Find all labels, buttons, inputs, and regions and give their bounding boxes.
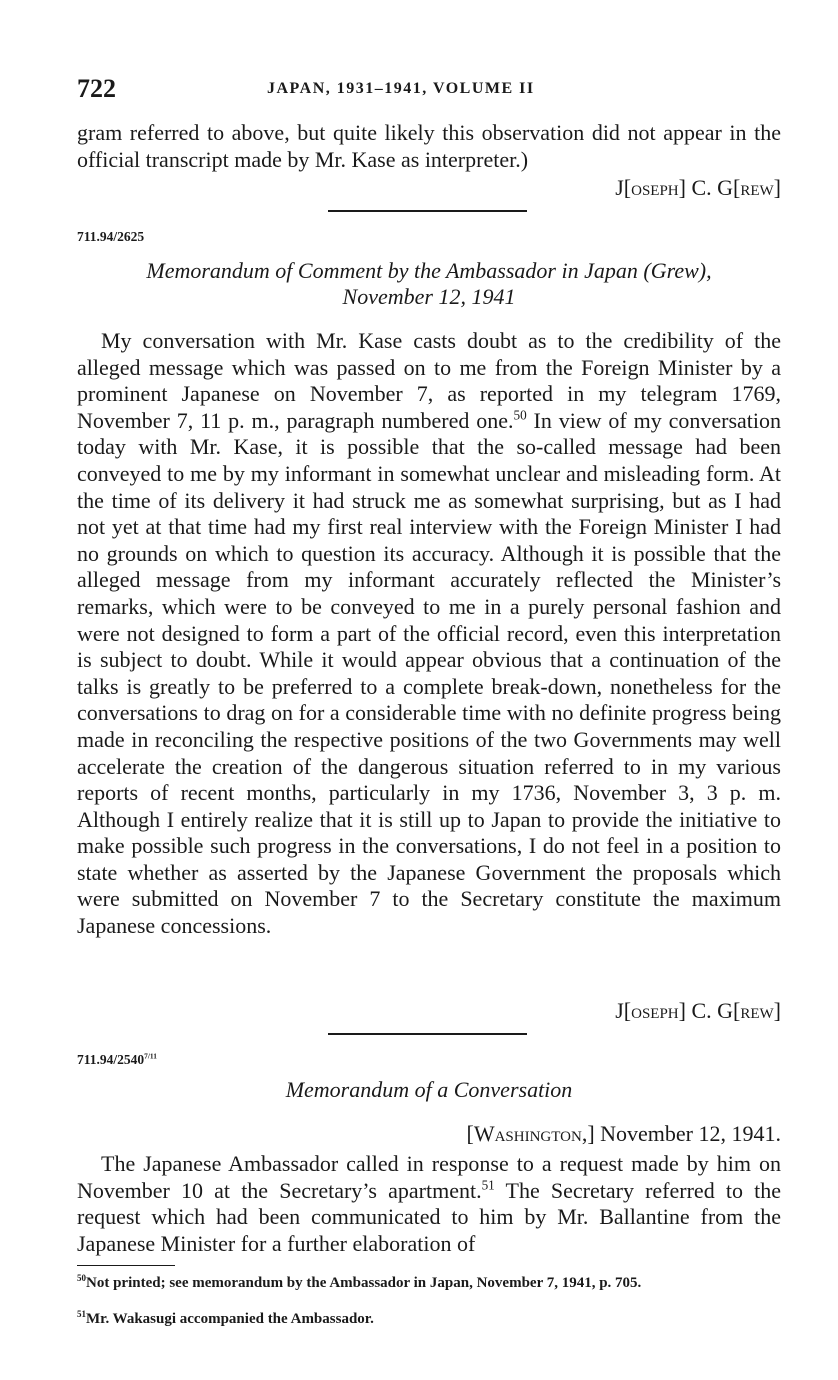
running-title: JAPAN, 1931–1941, VOLUME II (267, 80, 535, 97)
carryover-paragraph: gram referred to above, but quite likely this observation did not appear in the official transcript made by Mr. Kase as interpreter.) (77, 120, 781, 172)
footnote-mark: 51 (77, 1309, 86, 1319)
memorandum-signature: J[oseph] C. G[rew] (615, 998, 781, 1023)
document-title-line2: November 12, 1941 (342, 284, 516, 309)
carryover-signature: J[oseph] C. G[rew] (615, 175, 781, 200)
file-number: $711.94/2540^{7/11}$ (77, 1051, 157, 1067)
conversation-body: The Japanese Ambassador called in response to a request made by him on November 10 at the Secretary’s apartment.$^{51}$ The Secretary referred to the request which had been communicated to him by Mr. Ballantine from the Japanese Minister for a further elaboration of (77, 1151, 781, 1256)
footnote-divider (77, 1265, 175, 1266)
file-number: 711.94/2625 (77, 229, 145, 244)
memorandum-body: My conversation with Mr. Kase casts doubt as to the credibility of the alleged message which was passed on to me from the Foreign Minister by a prominent Japanese on November 7, as reported in my telegram 1769, November 7, 11 p. m., paragraph numbered one.$^{50}$ In view of my conversation today with Mr. Kase, it is possible that the so-called message had been conveyed to me by my informant in somewhat unclear and misleading form. At the time of its delivery it had struck me as somewhat surprising, but as I had not yet at that time had my first real interview with the Foreign Minister I had no grounds on which to question its accuracy. Although it is possible that the alleged message from my informant accurately reflected the Minister’s remarks, which were to be conveyed to me in a purely personal fashion and were not designed to form a part of the official record, even this interpretation is subject to doubt. While it would appear obvious that a continuation of the talks is greatly to be preferred to a complete break-down, nonetheless for the conversations to drag on for a considerable time with no definite progress being made in reconciling the respective positions of the two Governments may well accelerate the creation of the dangerous situation referred to in my various reports of recent months, particularly in my 1736, November 3, 3 p. m. Although I entirely realize that it is still up to Japan to provide the initiative to make possible such progress in the conversations, I do not feel in a position to state whether as asserted by the Japanese Government the proposals which were submitted on November 7 to the Secretary constitute the maximum Japanese concessions. (77, 328, 781, 939)
footnote: $^{51}$Mr. Wakasugi accompanied the Ambassador. (77, 1309, 374, 1327)
section-divider (328, 210, 527, 212)
document-title-line1: Memorandum of Comment by the Ambassador in Japan (Grew), (146, 258, 712, 283)
dateline: [Washington,] November 12, 1941. (466, 1121, 781, 1146)
document-title (77, 258, 781, 310)
running-header (77, 74, 783, 106)
section-divider (328, 1033, 527, 1035)
document-title: Memorandum of a Conversation (285, 1077, 573, 1102)
footnote-reference: 50 (513, 407, 527, 423)
footnote-reference: 51 (481, 1177, 495, 1193)
footnote: $^{50}$Not printed; see memorandum by the Ambassador in Japan, November 7, 1941, p. 705. (77, 1273, 642, 1291)
file-number-suffix: 7/11 (144, 1051, 157, 1061)
page-number: 722 (77, 74, 116, 103)
footnote-mark: 50 (77, 1273, 86, 1283)
